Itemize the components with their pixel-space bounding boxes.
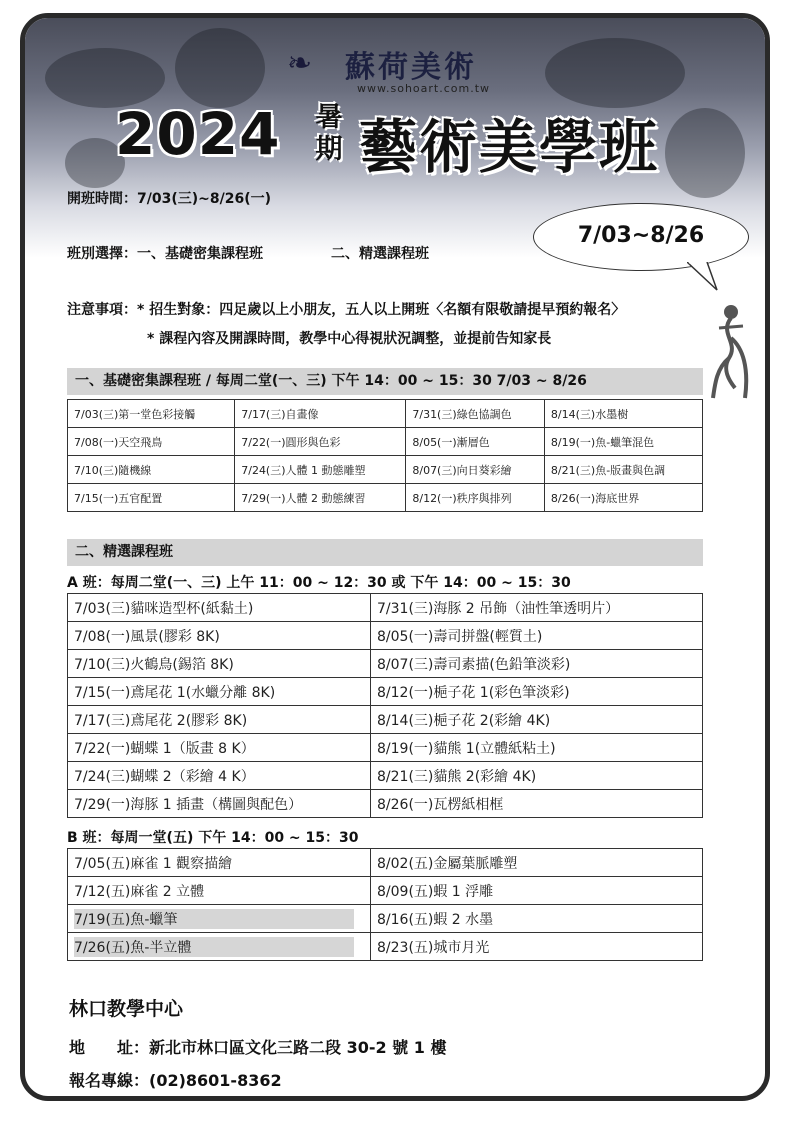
table-cell: 7/15(一)鳶尾花 1(水蠟分離 8K) [68,678,371,706]
main-title [115,100,695,180]
table-cell: 8/16(五)蝦 2 水墨 [371,905,703,933]
table-row [68,622,703,650]
table-cell [68,905,371,933]
table-cell: 8/23(五)城市月光 [371,933,703,961]
table-cell [68,933,371,961]
table-cell: 8/21(三)貓熊 2(彩繪 4K) [371,762,703,790]
table-cell: 7/10(三)隨機線 [68,456,235,484]
table-cell: 8/26(一)瓦楞紙相框 [371,790,703,818]
table-cell: 8/09(五)蝦 1 浮雕 [371,877,703,905]
table-row [68,762,703,790]
center-name: 林口教學中心 [69,998,184,1020]
class-a-header: A 班：每周二堂(一、三) 上午 11：00 ~ 12：30 或 下午 14：00 ~ 15：30 [67,575,571,591]
table-row [68,877,703,905]
table-row [68,428,703,456]
class-b-table [67,848,703,961]
table-cell: 7/05(五)麻雀 1 觀察描繪 [68,849,371,877]
table-row [68,678,703,706]
table-cell: 7/10(三)火鶴鳥(錫箔 8K) [68,650,371,678]
table-cell: 7/08(一)天空飛鳥 [68,428,235,456]
section1-table [67,399,703,512]
table-cell: 8/07(三)向日葵彩繪 [406,456,545,484]
title-season [312,102,346,166]
table-cell: 8/12(一)秩序與排列 [406,484,545,512]
table-row [68,790,703,818]
class-a-table [67,593,703,818]
title-course: 藝術美學班 [359,113,660,181]
class-b-header: B 班：每周一堂(五) 下午 14：00 ~ 15：30 [67,830,359,846]
brand-logo [287,42,527,102]
table-row [68,456,703,484]
class-choice-label: 班別選擇：一、基礎密集課程班 [67,246,263,262]
table-cell: 8/14(三)梔子花 2(彩繪 4K) [371,706,703,734]
table-cell: 7/17(三)自畫像 [235,400,406,428]
schedule-line: 開班時間：7/03(三)~8/26(一) [67,191,271,207]
table-cell: 7/03(三)貓咪造型杯(紙黏土) [68,594,371,622]
table-cell: 8/14(三)水墨樹 [544,400,702,428]
bubble-text: 7/03~8/26 [577,223,705,248]
cat-figure-icon [709,298,755,408]
table-cell: 8/07(三)壽司素描(色鉛筆淡彩) [371,650,703,678]
section2-header: 二、精選課程班 [67,539,703,566]
table-cell: 8/26(一)海底世界 [544,484,702,512]
table-cell: 7/22(一)圓形與色彩 [235,428,406,456]
table-row [68,905,703,933]
notes-line-2: * 課程內容及開課時間，教學中心得視狀況調整，並提前告知家長 [147,331,552,347]
table-cell: 7/15(一)五官配置 [68,484,235,512]
page-frame [20,13,770,1101]
table-row [68,400,703,428]
table-row [68,484,703,512]
table-cell: 7/17(三)鳶尾花 2(膠彩 8K) [68,706,371,734]
shaded-cell-text: 7/19(五)魚-蠟筆 [74,909,354,929]
table-cell: 7/29(一)海豚 1 插畫（構圖與配色） [68,790,371,818]
table-cell: 8/12(一)梔子花 1(彩色筆淡彩) [371,678,703,706]
season-char-1: 暑 [315,102,343,133]
logo-mark-icon: ❧ [287,46,313,81]
shaded-cell-text: 7/26(五)魚-半立體 [74,937,354,957]
section1-header: 一、基礎密集課程班 / 每周二堂(一、三) 下午 14：00 ~ 15：30 7/03 ~ 8/26 [67,368,703,395]
table-cell: 7/31(三)海豚 2 吊飾（油性筆透明片） [371,594,703,622]
season-char-2: 期 [315,134,343,165]
bubble-tail-icon [687,262,727,292]
brand-url: www.sohoart.com.tw [357,82,491,95]
brand-name: 蘇荷美術 [345,50,477,85]
center-phone: 報名專線：(02)8601-8362 [69,1071,282,1090]
table-cell: 7/24(三)蝴蝶 2（彩繪 4 K） [68,762,371,790]
date-bubble [533,203,749,271]
table-cell: 7/24(三)人體 1 動態雕塑 [235,456,406,484]
table-row [68,706,703,734]
table-cell: 7/31(三)綠色協調色 [406,400,545,428]
table-cell: 8/05(一)壽司拼盤(輕質土) [371,622,703,650]
class-choice-option2: 二、精選課程班 [331,246,429,262]
table-cell: 7/08(一)風景(膠彩 8K) [68,622,371,650]
table-row [68,594,703,622]
table-cell: 7/12(五)麻雀 2 立體 [68,877,371,905]
table-row [68,734,703,762]
table-row [68,849,703,877]
table-cell: 7/03(三)第一堂色彩接觸 [68,400,235,428]
title-year: 2024 [115,100,281,168]
table-row [68,650,703,678]
table-cell: 7/29(一)人體 2 動態練習 [235,484,406,512]
table-cell: 8/05(一)漸層色 [406,428,545,456]
table-cell: 8/02(五)金屬葉脈雕塑 [371,849,703,877]
center-address: 地 址：新北市林口區文化三路二段 30-2 號 1 樓 [69,1038,447,1057]
table-row [68,933,703,961]
table-cell: 8/21(三)魚-版畫與色調 [544,456,702,484]
table-cell: 8/19(一)貓熊 1(立體紙粘土) [371,734,703,762]
notes-line-1: 注意事項：* 招生對象：四足歲以上小朋友，五人以上開班〈名額有限敬請提早預約報名〉 [67,302,626,318]
table-cell: 7/22(一)蝴蝶 1（版畫 8 K） [68,734,371,762]
table-cell: 8/19(一)魚-蠟筆混色 [544,428,702,456]
